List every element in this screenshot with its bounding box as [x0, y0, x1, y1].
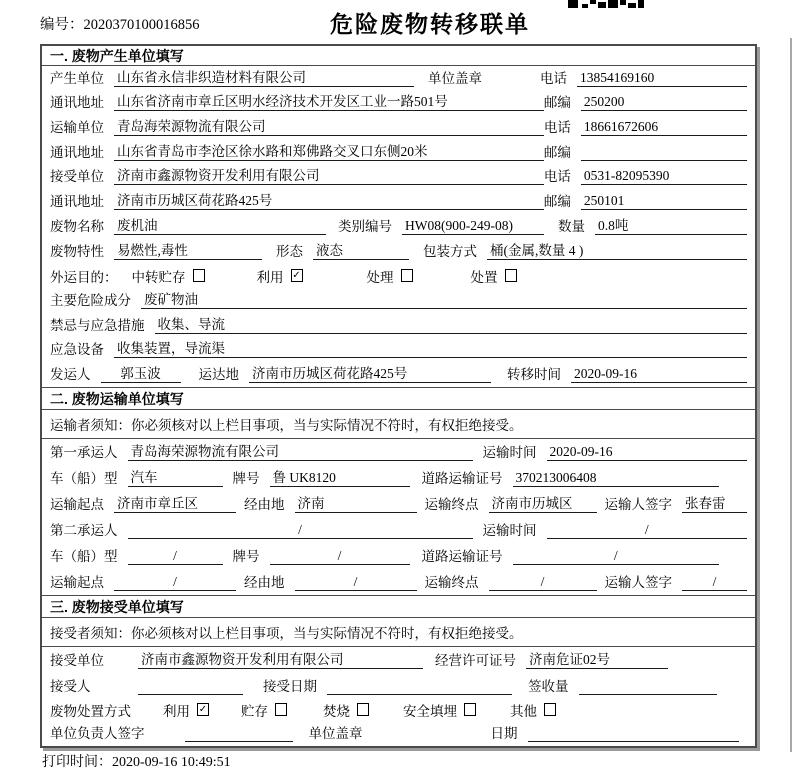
category-code-value: HW08(900-249-08) — [402, 218, 544, 235]
road-permit2-value: / — [513, 548, 720, 565]
row-accept-unit — [42, 647, 755, 674]
accept-person-value — [138, 679, 243, 695]
doc-number-value: 2020370100016856 — [83, 17, 200, 33]
producer-zip-value: 250200 — [581, 94, 747, 111]
disposal-option-landfill — [403, 700, 476, 720]
road-permit2-label: 道路运输证号 — [421, 548, 503, 564]
disposal-option-incinerate — [323, 700, 369, 720]
row-waste-property — [42, 239, 755, 264]
purpose-option-treat — [367, 266, 413, 286]
first-carrier-label: 第一承运人 — [50, 444, 118, 460]
disposal-store-label: 贮存 — [241, 703, 268, 719]
disposal-other-label: 其他 — [510, 703, 537, 719]
accept-unit-label: 接受单位 — [50, 653, 104, 669]
taboo-measures-value: 收集、导流 — [155, 313, 748, 334]
row-vehicle1 — [42, 465, 755, 491]
row-accept-person — [42, 673, 755, 699]
plate1-value: 鲁 UK8120 — [270, 466, 410, 487]
row-producer — [42, 66, 755, 91]
waste-name-value: 废机油 — [114, 214, 326, 235]
road-permit1-label: 道路运输证号 — [421, 470, 503, 486]
disposal-landfill-label: 安全填埋 — [403, 703, 457, 719]
responsible-signature-value — [185, 726, 293, 742]
row-taboo-measures — [42, 313, 755, 338]
receiver-address-label: 通讯地址 — [50, 194, 104, 210]
plate2-value: / — [270, 548, 410, 565]
responsible-signature-label: 单位负责人签字 — [50, 726, 145, 741]
receiver-zip-label: 邮编 — [543, 194, 571, 210]
qr-code-icon — [568, 0, 648, 9]
transport-time1-label: 运输时间 — [482, 444, 537, 460]
purpose-option-treat-label: 处理 — [366, 269, 394, 285]
transporter-zip-label: 邮编 — [543, 144, 571, 160]
taboo-measures-label: 禁忌与应急措施 — [50, 317, 145, 333]
treat-checkbox — [401, 269, 413, 282]
transporter-phone-label: 电话 — [543, 120, 571, 136]
print-time-value: 2020-09-16 10:49:51 — [112, 755, 231, 770]
disposal-incinerate-checkbox — [357, 703, 369, 716]
row-receiver-address — [42, 189, 755, 214]
producer-address-label: 通讯地址 — [50, 95, 104, 111]
stamp-label: 单位盖章 — [428, 70, 482, 86]
row-responsible-signature — [42, 720, 755, 746]
accept-person-label: 接受人 — [50, 678, 91, 694]
packing-value: 桶(金属,数量 4 ) — [487, 239, 747, 260]
purpose-option-storage-label: 中转贮存 — [131, 269, 186, 285]
receiver-value: 济南市鑫源物资开发利用有限公司 — [114, 164, 544, 185]
disposal-option-other — [510, 700, 556, 720]
disposal-landfill-checkbox — [464, 703, 476, 716]
section2-header: 二. 废物运输单位填写 — [42, 387, 755, 410]
disposal-incinerate-label: 焚烧 — [323, 703, 350, 719]
route1-end-value: 济南市历城区 — [489, 492, 597, 513]
disposal-option-utilize — [163, 700, 209, 720]
vehicle-type1-label: 车（船）型 — [50, 470, 118, 486]
purpose-option-storage — [132, 266, 205, 286]
license-value: 济南危证02号 — [526, 648, 668, 669]
route2-via-label: 经由地 — [244, 574, 285, 590]
producer-value: 山东省永信非织造材料有限公司 — [114, 66, 414, 87]
print-time — [42, 751, 231, 771]
license-label: 经营许可证号 — [435, 653, 516, 669]
route2-start-label: 运输起点 — [50, 574, 104, 590]
row-transporter — [42, 115, 755, 140]
transporter-address-label: 通讯地址 — [50, 144, 104, 160]
transporter-label: 运输单位 — [50, 120, 104, 136]
row-transfer-purpose — [42, 264, 755, 289]
waste-property-value: 易燃性,毒性 — [114, 239, 262, 260]
waste-property-label: 废物特性 — [50, 243, 104, 259]
row-transporter-address — [42, 140, 755, 165]
transfer-time-label: 转移时间 — [507, 366, 561, 382]
route1-end-label: 运输终点 — [424, 496, 479, 512]
route1-via-label: 经由地 — [244, 496, 285, 512]
first-carrier-value: 青岛海荣源物流有限公司 — [128, 440, 473, 461]
category-code-label: 类别编号 — [338, 218, 392, 234]
producer-phone-value: 13854169160 — [577, 70, 747, 87]
purpose-option-utilize-label: 利用 — [256, 269, 284, 285]
transfer-form-table — [40, 44, 757, 748]
purpose-option-utilize — [257, 266, 303, 286]
transporter-address-value: 山东省青岛市李沧区徐水路和郑佛路交叉口东侧20米 — [114, 140, 544, 161]
row-shipper — [42, 362, 755, 387]
form-state-label: 形态 — [276, 243, 303, 259]
route2-signature-label: 运输人签字 — [604, 574, 672, 590]
hazard-component-label: 主要危险成分 — [50, 292, 131, 308]
transporter-value: 青岛海荣源物流有限公司 — [114, 115, 544, 136]
route1-signature-label: 运输人签字 — [604, 496, 672, 512]
dispose-checkbox — [505, 269, 517, 282]
accept-date-value — [327, 679, 512, 695]
transfer-time-value: 2020-09-16 — [571, 366, 747, 383]
row-first-carrier — [42, 439, 755, 465]
row-emergency-equipment — [42, 338, 755, 363]
route1-start-value: 济南市章丘区 — [114, 492, 236, 513]
route2-signature-value: / — [682, 574, 747, 591]
vehicle-type2-value: / — [128, 548, 223, 565]
road-permit1-value: 370213006408 — [513, 470, 720, 487]
sign-date-value — [528, 726, 740, 742]
transport-time2-value: / — [547, 522, 748, 539]
accept-date-label: 接受日期 — [263, 678, 317, 694]
row-route2 — [42, 569, 755, 595]
section3-header: 三. 废物接受单位填写 — [42, 595, 755, 618]
purpose-option-dispose — [471, 266, 517, 286]
hazard-component-value: 废矿物油 — [141, 288, 747, 309]
disposal-method-label: 废物处置方式 — [50, 703, 131, 719]
producer-zip-label: 邮编 — [543, 95, 571, 111]
row-route1 — [42, 491, 755, 517]
producer-phone-label: 电话 — [540, 70, 567, 86]
waste-name-label: 废物名称 — [50, 218, 104, 234]
page-right-edge-line — [790, 38, 792, 752]
row-waste-name — [42, 214, 755, 239]
receiver-phone-value: 0531-82095390 — [581, 168, 747, 185]
purpose-label: 外运目的： — [50, 269, 118, 285]
route2-via-value: / — [295, 574, 417, 591]
row-second-carrier — [42, 517, 755, 543]
row-vehicle2 — [42, 543, 755, 569]
doc-number — [40, 13, 200, 34]
unit-stamp-label: 单位盖章 — [308, 726, 363, 741]
doc-number-label: 编号： — [40, 17, 84, 33]
row-receiver — [42, 165, 755, 190]
storage-checkbox — [193, 269, 205, 282]
transporter-phone-value: 18661672606 — [581, 119, 747, 136]
sign-date-label: 日期 — [490, 726, 518, 741]
transporter-zip-value — [581, 145, 747, 161]
producer-address-value: 山东省济南市章丘区明水经济技术开发区工业一路501号 — [114, 90, 544, 111]
page-title: 危险废物转移联单 — [330, 11, 530, 37]
disposal-store-checkbox — [275, 703, 287, 716]
disposal-other-checkbox — [544, 703, 556, 716]
vehicle-type2-label: 车（船）型 — [50, 548, 118, 564]
transporter-notice: 运输者须知：你必须核对以上栏目事项，当与实际情况不符时，有权拒绝接受。 — [42, 410, 755, 439]
received-amount-value — [579, 679, 717, 695]
route1-start-label: 运输起点 — [50, 496, 104, 512]
disposal-option-store — [241, 700, 287, 720]
row-hazard-component — [42, 288, 755, 313]
receiver-address-value: 济南市历城区荷花路425号 — [114, 189, 544, 210]
receiver-notice: 接受者须知：你必须核对以上栏目事项，当与实际情况不符时，有权拒绝接受。 — [42, 618, 755, 647]
route2-end-label: 运输终点 — [424, 574, 479, 590]
section1-header: 一. 废物产生单位填写 — [42, 46, 755, 66]
producer-label: 产生单位 — [50, 70, 104, 86]
row-producer-address — [42, 91, 755, 116]
destination-value: 济南市历城区荷花路425号 — [249, 362, 491, 383]
receiver-zip-value: 250101 — [581, 193, 747, 210]
receiver-label: 接受单位 — [50, 169, 104, 185]
route1-via-value: 济南 — [295, 492, 417, 513]
destination-label: 运达地 — [198, 366, 239, 382]
receiver-phone-label: 电话 — [543, 169, 571, 185]
route2-start-value: / — [114, 574, 236, 591]
utilize-checkbox: ✓ — [292, 270, 301, 282]
plate2-label: 牌号 — [232, 548, 260, 564]
quantity-value: 0.8吨 — [595, 214, 747, 235]
shipper-label: 发运人 — [50, 366, 91, 382]
purpose-option-dispose-label: 处置 — [470, 269, 498, 285]
disposal-utilize-checkbox: ✓ — [198, 704, 208, 716]
emergency-equipment-value: 收集装置，导流渠 — [114, 337, 747, 358]
shipper-value: 郭玉波 — [101, 362, 181, 383]
row-disposal-method — [42, 699, 755, 721]
route2-end-value: / — [489, 574, 597, 591]
emergency-equipment-label: 应急设备 — [50, 342, 104, 358]
second-carrier-value: / — [128, 522, 473, 539]
transport-time1-value: 2020-09-16 — [547, 444, 748, 461]
second-carrier-label: 第二承运人 — [50, 522, 118, 538]
quantity-label: 数量 — [558, 218, 585, 234]
accept-unit-value: 济南市鑫源物资开发利用有限公司 — [138, 648, 423, 669]
print-time-label: 打印时间： — [42, 755, 112, 770]
disposal-utilize-label: 利用 — [163, 703, 190, 719]
form-state-value: 液态 — [313, 239, 409, 260]
plate1-label: 牌号 — [232, 470, 260, 486]
transport-time2-label: 运输时间 — [482, 522, 537, 538]
route1-signature-value: 张春雷 — [682, 492, 747, 513]
received-amount-label: 签收量 — [528, 678, 569, 694]
packing-label: 包装方式 — [423, 243, 477, 259]
vehicle-type1-value: 汽车 — [128, 466, 223, 487]
